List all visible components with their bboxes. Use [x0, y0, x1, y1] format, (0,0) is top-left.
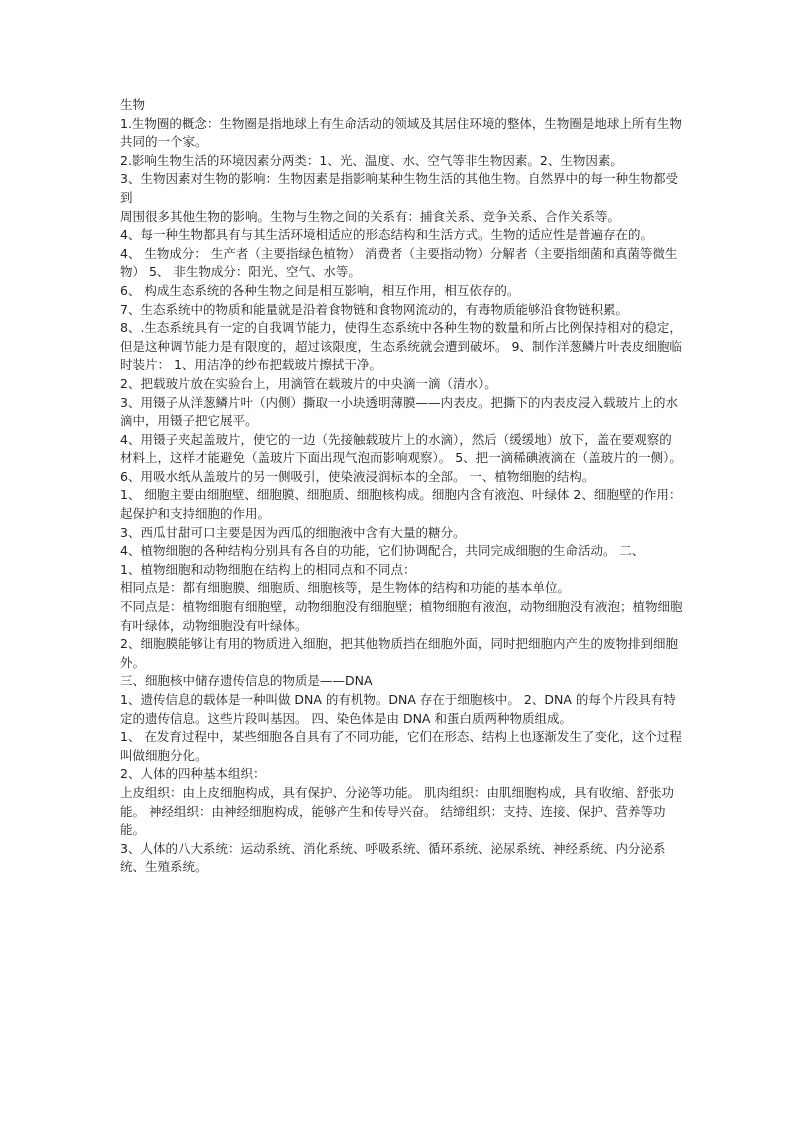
paragraph: 3、用镊子从洋葱鳞片叶（内侧）撕取一小块透明薄膜——内表皮。把撕下的内表皮浸入载玻片上的水滴中，用镊子把它展平。 [120, 394, 678, 429]
paragraph: 4、每一种生物都具有与其生活环境相适应的形态结构和生活方式。生物的适应性是普遍存在的。 [120, 227, 653, 243]
paragraph: 3、生物因素对生物的影响：生物因素是指影响某种生物生活的其他生物。自然界中的每一种生物都受到 [120, 171, 678, 205]
paragraph: 1、植物细胞和动物细胞在结构上的相同点和不同点： [120, 561, 416, 577]
paragraph: 2、把载玻片放在实验台上，用滴管在载玻片的中央滴一滴（清水）。 [120, 375, 497, 391]
paragraph: 4、植物细胞的各种结构分别具有各自的功能，它们协调配合，共同完成细胞的生命活动。 二、 [120, 543, 645, 559]
paragraph: 8、.生态系统具有一定的自我调节能力，使得生态系统中各种生物的数量和所占比例保持相对的稳定，但是这种调节能力是有限度的，超过该限度，生态系统就会遭到破坏。 9、制作洋葱鳞片叶表皮细胞临时装片： 1、用洁净的纱布把载玻片擦拭干净。 [120, 320, 682, 373]
document-title: 生物 [120, 97, 146, 112]
paragraph: 4、用镊子夹起盖玻片，使它的一边（先接触载玻片上的水滴），然后（缓缓地）放下，盖在要观察的材料上，这样才能避免（盖玻片下面出现气泡而影响观察）。 5、把一滴稀碘液滴在（盖玻片的一侧）。 [120, 431, 682, 466]
paragraph: 不同点是：植物细胞有细胞壁，动物细胞没有细胞壁；植物细胞有液泡，动物细胞没有液泡；植物细胞有叶绿体，动物细胞没有叶绿体。 [120, 599, 683, 633]
paragraph: 7、生态系统中的物质和能量就是沿着食物链和食物网流动的，有毒物质能够沿食物链积累。 [120, 301, 628, 317]
paragraph: 三、细胞核中储存遗传信息的物质是——DNA [120, 673, 373, 689]
paragraph: 2.影响生物生活的环境因素分两类：1、光、温度、水、空气等非生物因素。2、生物因素。 [120, 152, 623, 168]
paragraph: 6、 构成生态系统的各种生物之间是相互影响，相互作用，相互依存的。 [120, 282, 520, 298]
paragraph: 4、 生物成分： 生产者（主要指绿色植物） 消费者（主要指动物）分解者（主要指细菌和真菌等微生物） 5、 非生物成分：阳光、空气、水等。 [120, 245, 678, 280]
paragraph: 1、 细胞主要由细胞壁、细胞膜、细胞质、细胞核构成。细胞内含有液泡、叶绿体 2、细胞壁的作用：起保护和支持细胞的作用。 [120, 487, 682, 522]
paragraph: 3、西瓜甘甜可口主要是因为西瓜的细胞液中含有大量的糖分。 [120, 524, 466, 540]
paragraph: 3、人体的八大系统：运动系统、消化系统、呼吸系统、循环系统、泌尿系统、神经系统、内分泌系统、生殖系统。 [120, 840, 666, 875]
paragraph: 1、 在发育过程中，某些细胞各自具有了不同功能，它们在形态、结构上也逐渐发生了变化，这个过程叫做细胞分化。 [120, 729, 682, 763]
paragraph: 周围很多其他生物的影响。生物与生物之间的关系有：捕食关系、竞争关系、合作关系等。 [120, 208, 621, 224]
paragraph: 1.生物圈的概念：生物圈是指地球上有生命活动的领域及其居住环境的整体，生物圈是地球上所有生物共同的一个家。 [120, 115, 682, 150]
paragraph: 6、用吸水纸从盖玻片的另一侧吸引，使染液浸润标本的全部。 一、植物细胞的结构。 [120, 468, 595, 484]
document-body [120, 96, 683, 877]
paragraph: 2、人体的四种基本组织： [120, 766, 266, 782]
paragraph: 上皮组织：由上皮细胞构成，具有保护、分泌等功能。 肌肉组织：由肌细胞构成，具有收缩、舒张功能。 神经组织：由神经细胞构成，能够产生和传导兴奋。 结缔组织：支持、连接、保护、营养等功能。 [120, 784, 674, 838]
paragraph: 相同点是：都有细胞膜、细胞质、细胞核等，是生物体的结构和功能的基本单位。 [120, 580, 571, 596]
paragraph: 2、细胞膜能够让有用的物质进入细胞，把其他物质挡在细胞外面，同时把细胞内产生的废物排到细胞外。 [120, 636, 678, 670]
paragraph: 1、遗传信息的载体是一种叫做 DNA 的有机物。DNA 存在于细胞核中。 2、DNA 的每个片段具有特定的遗传信息。这些片段叫基因。 四、染色体是由 DNA 和蛋白质两种物质组成。 [120, 692, 676, 726]
